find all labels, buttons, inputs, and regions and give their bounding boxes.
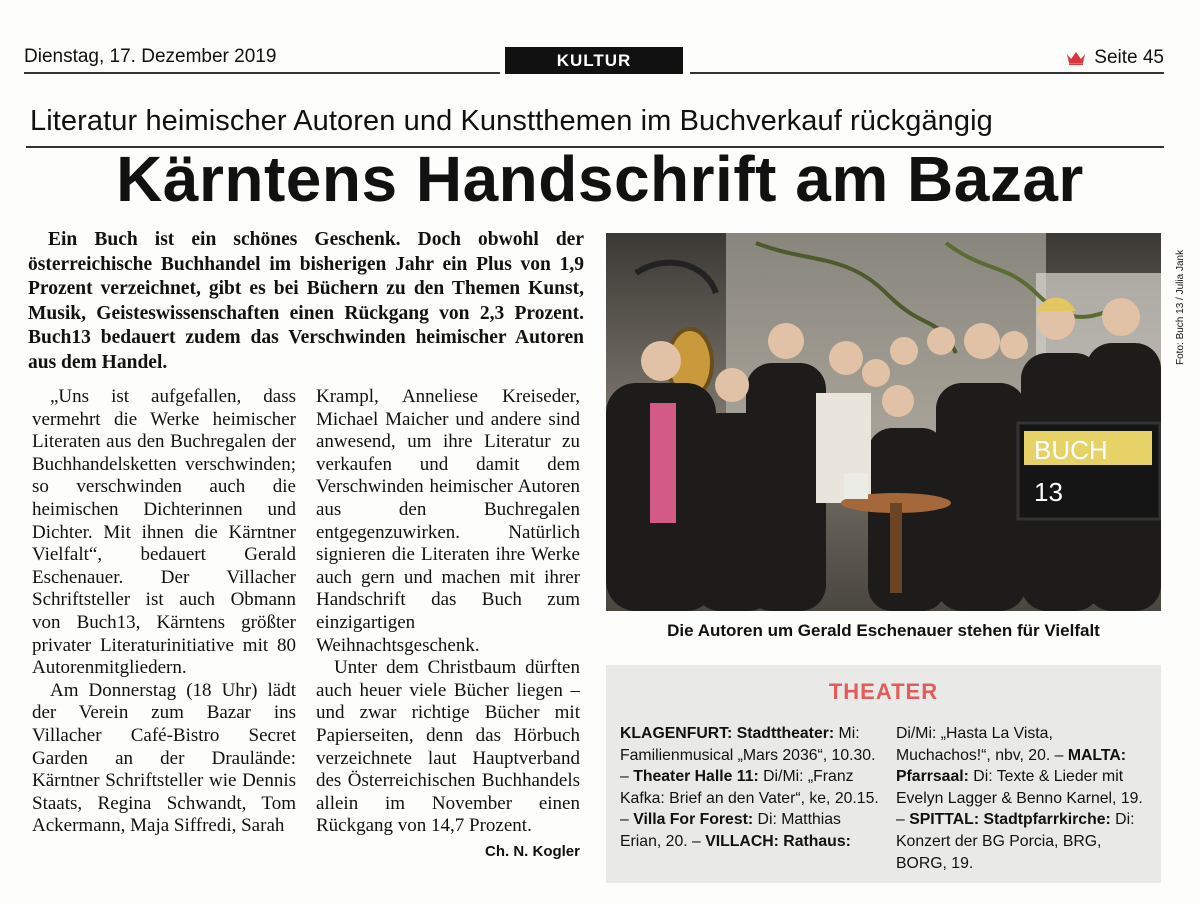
section-label: KULTUR: [505, 47, 683, 74]
listing-text: Di/Mi: „Franz Kafka: Brief an den Vater“, ke, 20.15. –: [620, 768, 879, 829]
photo-caption: Die Autoren um Gerald Eschenauer stehen für Vielfalt: [667, 621, 1100, 640]
header-rule-right: [690, 72, 1164, 74]
theater-title: THEATER: [828, 679, 939, 704]
sign-number: 13: [1034, 477, 1063, 507]
body-column-1: [32, 386, 296, 838]
photo-credit: [1163, 233, 1186, 373]
paragraph: Krampl, Anneliese Kreiseder, Michael Maicher und andere sind anwesend, um ihre Literatur zu verkaufen und damit dem Verschwinden heimischer Autoren aus den Buchregalen entgegenzuwirken. Natürlich signieren die Literaten ihre Werke auch gern und machen mit ihrer Handschrift das Buch zum einzigartigen Weihnachtsgeschenk.: [316, 386, 580, 656]
page-label: Seite 45: [1094, 47, 1164, 68]
listing-text: Di: Konzert der BG Porcia, BRG, BORG, 19.: [896, 811, 1135, 872]
listing-venue: Theater Halle 11:: [633, 768, 759, 786]
publication-date: Dienstag, 17. Dezember 2019: [24, 46, 277, 67]
theater-column-1: [620, 723, 884, 853]
header-rule-left: [24, 72, 500, 74]
listing-venue: KLAGENFURT: Stadttheater:: [620, 725, 835, 742]
listing-text: Di: Texte & Lieder mit Evelyn Lagger & Benno Karnel, 19. –: [896, 768, 1143, 829]
listing-text: Mi: Familienmusical „Mars 2036“, 10.30. –: [620, 725, 876, 786]
photo-credit-text: Foto: Buch 13 / Julia Jank: [1175, 249, 1186, 365]
kicker: Literatur heimischer Autoren und Kunstthemen im Buchverkauf rückgängig: [30, 105, 993, 137]
sign-word: BUCH: [1034, 435, 1108, 465]
paragraph-text: Unter dem Christbaum dürften auch heuer viele Bücher liegen – und zwar richtige Bücher mit Papierseiten, denn das Hörbuch verzeichnete laut Hauptverband des Österreichischen Buchhandels allein im November einen Rückgang von 14,7 Prozent.: [316, 657, 580, 837]
author-byline: Ch. N. Kogler: [484, 842, 580, 860]
listing-venue: MALTA: Pfarrsaal:: [896, 746, 1127, 786]
listing-venue: SPITTAL: Stadtpfarrkirche:: [909, 811, 1111, 829]
photo-illustration: [606, 233, 1161, 611]
listing-venue: Villa For Forest:: [633, 811, 754, 829]
listing-text: Di: Matthias Erian, 20. –: [620, 811, 841, 850]
article-photo: [606, 233, 1161, 611]
lead-paragraph: Ein Buch ist ein schönes Geschenk. Doch obwohl der österreichische Buchhandel im bisherigen Jahr ein Plus von 1,9 Prozent verzeichnet, gibt es bei Büchern zu den Themen Kunst, Musik, Geisteswissenschaften einen Rückgang von 2,3 Prozent. Buch13 bedauert zudem das Verschwinden heimischer Autoren aus dem Handel.: [28, 229, 584, 373]
paragraph: „Uns ist aufgefallen, dass vermehrt die Werke heimischer Literaten aus den Buchregalen der Buchhandelsketten verschwinden; so verschwinden auch die heimischen Dichterinnen und Dichter. Mit ihnen die Kärntner Vielfalt“, bedauert Gerald Eschenauer. Der Villacher Schriftsteller ist auch Obmann von Buch13, Kärntens größter privater Literaturinitiative mit 80 Autorenmitgliedern.: [32, 386, 296, 679]
listing-text: Di/Mi: „Hasta La Vista, Muchachos!“, nbv, 20. –: [896, 725, 1068, 764]
crown-icon: [1066, 51, 1086, 65]
theater-column-2: [896, 723, 1152, 874]
theater-listings-box: [606, 665, 1161, 883]
body-column-2: [316, 386, 580, 863]
paragraph: [316, 657, 580, 860]
listing-venue: VILLACH: Rathaus:: [705, 832, 851, 850]
paragraph: Am Donnerstag (18 Uhr) lädt der Verein zum Bazar ins Villacher Café-Bistro Secret Garden an der Draulände: Kärntner Schriftsteller wie Dennis Staats, Regina Schwandt, Tom Ackermann, Maja Siffredi, Sarah: [32, 679, 296, 837]
headline: Kärntens Handschrift am Bazar: [116, 143, 1084, 215]
page-number: [1066, 47, 1164, 69]
